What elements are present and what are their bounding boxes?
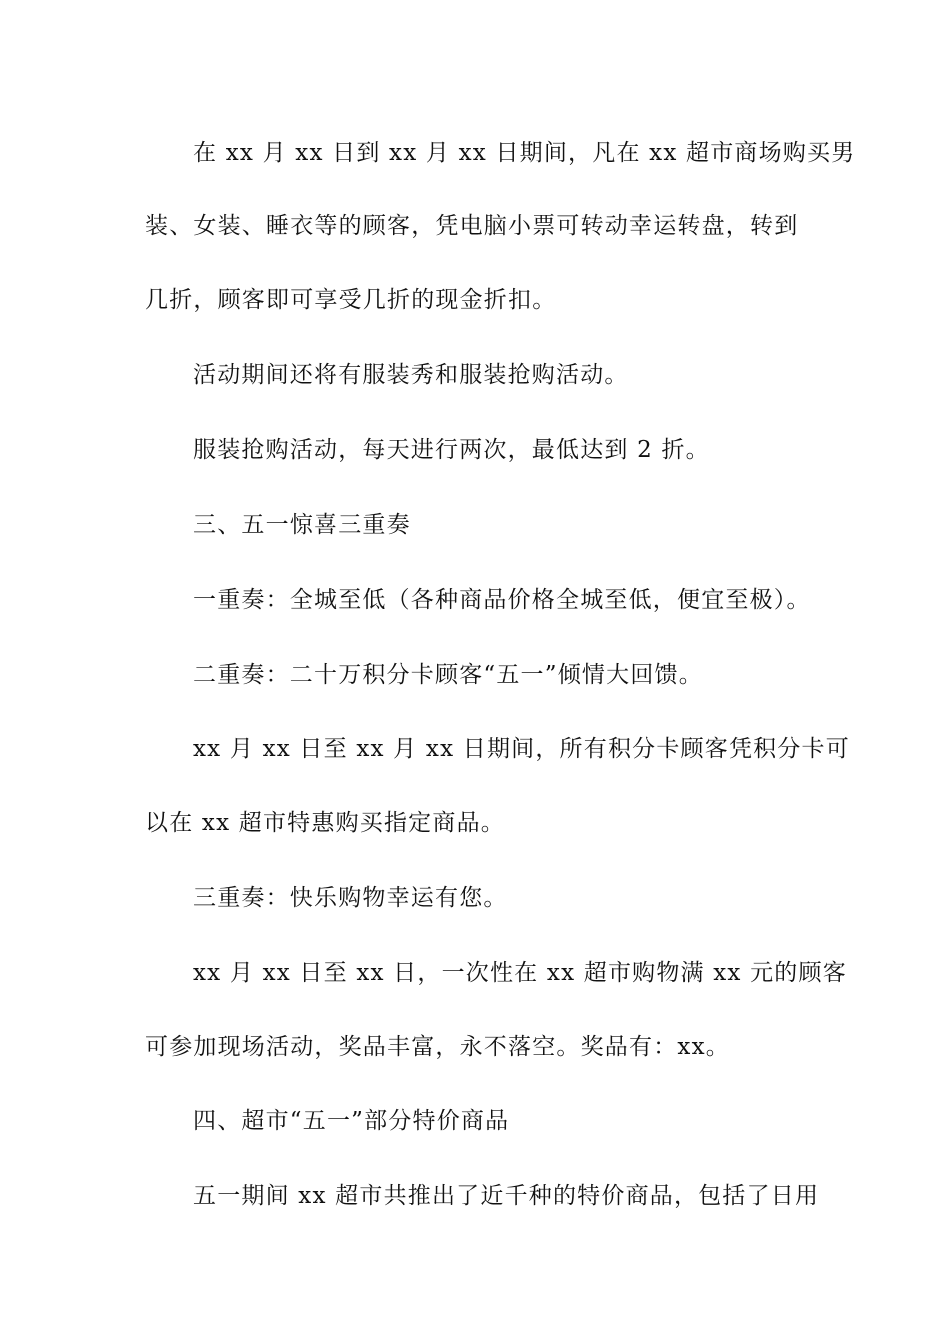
paragraph-line-7: 一重奏：全城至低（各种商品价格全城至低，便宜至极）。: [193, 587, 811, 613]
section-heading-3: 三、五一惊喜三重奏: [193, 512, 411, 538]
paragraph-line-9: xx 月 xx 日至 xx 月 xx 日期间，所有积分卡顾客凭积分卡可: [193, 736, 850, 762]
paragraph-line-2: 装、女装、睡衣等的顾客，凭电脑小票可转动幸运转盘，转到: [145, 213, 799, 239]
section-heading-4: 四、超市“五一”部分特价商品: [193, 1108, 510, 1134]
paragraph-line-15: 五一期间 xx 超市共推出了近千种的特价商品，包括了日用: [193, 1183, 820, 1209]
paragraph-line-12: xx 月 xx 日至 xx 日，一次性在 xx 超市购物满 xx 元的顾客: [193, 960, 847, 986]
paragraph-line-8: 二重奏：二十万积分卡顾客“五一”倾情大回馈。: [193, 662, 703, 688]
paragraph-line-11: 三重奏：快乐购物幸运有您。: [193, 885, 508, 911]
paragraph-line-1: 在 xx 月 xx 日到 xx 月 xx 日期间，凡在 xx 超市商场购买男: [193, 140, 856, 166]
paragraph-line-10: 以在 xx 超市特惠购买指定商品。: [145, 810, 505, 836]
paragraph-line-5: 服装抢购活动，每天进行两次，最低达到 2 折。: [193, 437, 710, 463]
paragraph-line-3: 几折，顾客即可享受几折的现金折扣。: [145, 287, 557, 313]
paragraph-line-4: 活动期间还将有服装秀和服装抢购活动。: [193, 362, 629, 388]
paragraph-line-13: 可参加现场活动，奖品丰富，永不落空。奖品有：xx。: [145, 1034, 730, 1060]
